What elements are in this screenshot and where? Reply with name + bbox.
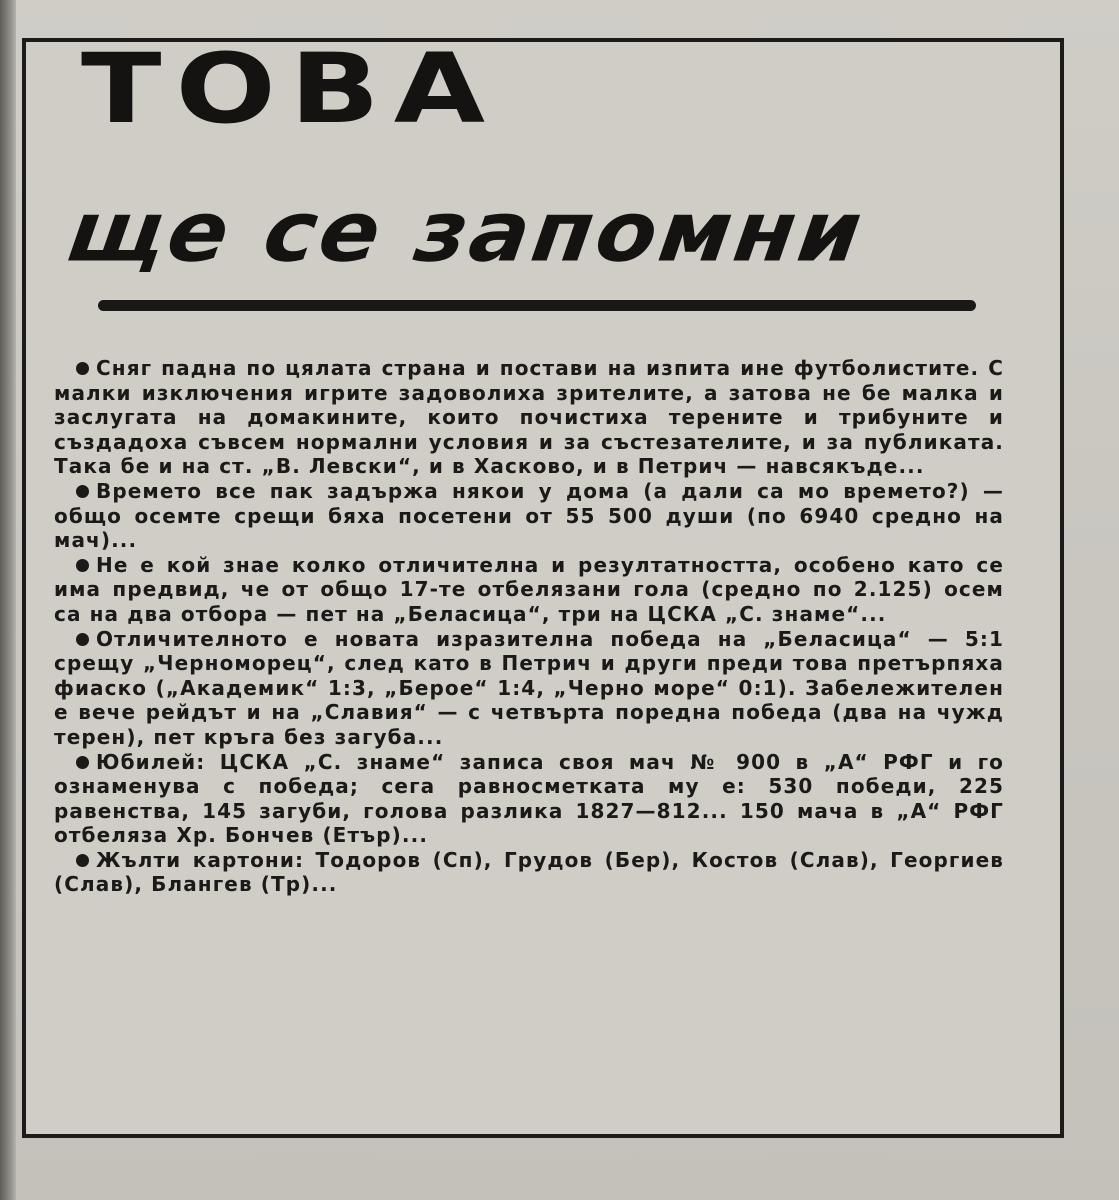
bullet-icon — [76, 485, 89, 498]
bullet-icon — [76, 756, 89, 769]
bullet-icon — [76, 362, 89, 375]
paragraph-text: Отличителното е новата изразителна победа на „Беласица“ — 5:1 срещу „Черноморец“, след като в Петрич и други преди това претърпяха фиаско („Академик“ 1:3, „Берое“ 1:4, „Черно море“ 0:1). Забележителен е вече рейдът и на „Славия“ — с четвърта поредна победа (два на чужд терен), пет кръга без загуба... — [54, 626, 1004, 749]
page-fold-shadow — [0, 0, 16, 1200]
paragraph — [54, 356, 1004, 479]
bullet-icon — [76, 633, 89, 646]
paragraph — [54, 627, 1004, 750]
paragraph — [54, 479, 1004, 553]
article-frame — [22, 31, 1064, 1138]
paragraph-text: Времето все пак задържа някои у дома (а дали са мо времето?) — общо осемте срещи бяха посетени от 55 500 души (по 6940 средно на мач)... — [54, 478, 1004, 553]
headline-underline — [98, 300, 976, 311]
headline-line-2: ще се запомни — [61, 182, 871, 281]
paragraph — [54, 750, 1004, 848]
headline-line-1: ТОВА — [81, 31, 500, 145]
paragraph-text: Не е кой знае колко отличителна и резултатността, особено като се има предвид, че от общо 17-те отбелязани гола (средно по 2.125) осем са на два отбора — пет на „Беласица“, три на ЦСКА „С. знаме“... — [54, 552, 1004, 626]
paragraph-text: Юбилей: ЦСКА „С. знаме“ записа своя мач № 900 в „А“ РФГ и го ознаменува с победа; сега равносметката му е: 530 победи, 225 равенства, 145 загуби, голова разлика 1827—812... 150 мача в „А“ РФГ отбеляза Хр. Бончев (Етър)... — [54, 749, 1004, 848]
paragraph — [54, 848, 1004, 897]
paragraph-text: Сняг падна по цялата страна и постави на изпита ине футболистите. С малки изключения игрите задоволиха зрителите, а затова не бе малка и заслугата на домакините, които почистиха терените и трибуните и създадоха съвсем нормални условия и за състезателите, и за публиката. Така бе и на ст. „В. Левски“, и в Хасково, и в Петрич — навсякъде... — [54, 356, 1004, 479]
bullet-icon — [76, 854, 89, 867]
paragraph — [54, 553, 1004, 627]
bullet-icon — [76, 559, 89, 572]
article-body — [54, 356, 1004, 897]
paragraph-text: Жълти картони: Тодоров (Сп), Грудов (Бер), Костов (Слав), Георгиев (Слав), Блангев (Тр)... — [54, 847, 1004, 897]
